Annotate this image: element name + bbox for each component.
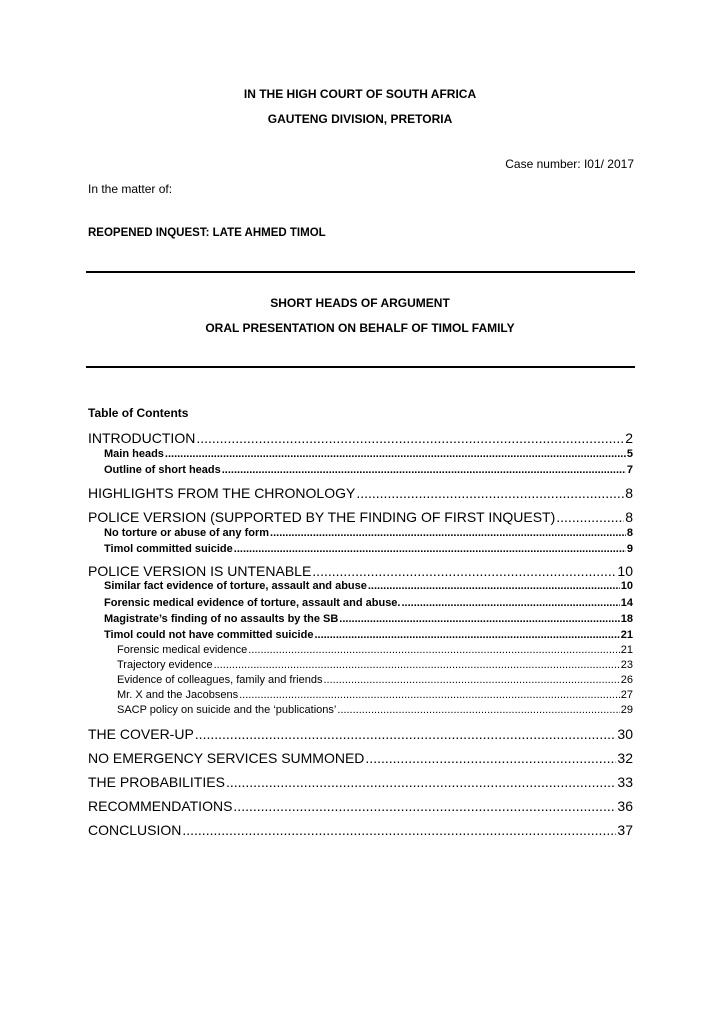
toc-leader <box>339 613 619 625</box>
toc-entry-page: 21 <box>620 629 633 641</box>
toc-leader <box>270 527 626 539</box>
toc-entry-page: 10 <box>620 580 633 592</box>
toc-entry-page: 32 <box>617 750 633 766</box>
toc-entry-title: NO EMERGENCY SERVICES SUMMONED <box>88 750 365 766</box>
toc-entry-page: 2 <box>625 430 633 446</box>
toc-leader <box>401 597 619 609</box>
toc-leader <box>356 485 624 501</box>
toc-entry-page: 8 <box>625 509 633 525</box>
toc-entry-page: 8 <box>625 485 633 501</box>
toc-entry-title: INTRODUCTION <box>88 430 196 446</box>
toc-entry-page: 21 <box>620 644 633 656</box>
toc-entry-title: Magistrate’s finding of no assaults by the SB <box>104 613 339 625</box>
toc-leader <box>314 629 619 641</box>
toc-entry-title: POLICE VERSION (SUPPORTED BY THE FINDING OF FIRST INQUEST) <box>88 509 556 525</box>
toc-entry[interactable] <box>117 689 633 701</box>
toc-entry-page: 27 <box>620 689 633 701</box>
toc-entry[interactable] <box>104 448 633 460</box>
toc-leader <box>195 726 617 742</box>
toc-leader <box>234 543 626 555</box>
toc-entry-page: 36 <box>617 798 633 814</box>
document-title: SHORT HEADS OF ARGUMENT <box>270 296 450 310</box>
court-name: IN THE HIGH COURT OF SOUTH AFRICA <box>243 87 477 101</box>
toc-entry[interactable] <box>88 430 633 446</box>
case-number: Case number: I01/ 2017 <box>505 157 634 171</box>
toc-entry-page: 30 <box>617 726 633 742</box>
toc-entry[interactable] <box>117 704 633 716</box>
toc-entry[interactable] <box>104 613 633 625</box>
toc-entry-page: 7 <box>626 464 633 476</box>
toc-entry-title: Outline of short heads <box>104 464 221 476</box>
toc-leader <box>368 580 620 592</box>
toc-heading: Table of Contents <box>88 406 189 420</box>
toc-entry-page: 29 <box>620 704 633 716</box>
toc-leader <box>233 798 616 814</box>
matter-label: In the matter of: <box>88 182 173 196</box>
toc-leader <box>323 674 619 686</box>
toc-leader <box>165 448 626 460</box>
toc-entry[interactable] <box>104 543 633 555</box>
toc-entry[interactable] <box>88 509 633 525</box>
toc-leader <box>182 822 616 838</box>
toc-entry-title: Similar fact evidence of torture, assault and abuse <box>104 580 367 592</box>
toc-entry-title: Forensic medical evidence of torture, assault and abuse. <box>104 597 401 609</box>
toc-leader <box>365 750 616 766</box>
toc-leader <box>556 509 624 525</box>
toc-leader <box>337 704 619 716</box>
toc-entry-title: THE PROBABILITIES <box>88 774 225 790</box>
toc-entry-title: POLICE VERSION IS UNTENABLE <box>88 563 312 579</box>
court-division: GAUTENG DIVISION, PRETORIA <box>267 112 453 126</box>
toc-entry[interactable] <box>117 659 633 671</box>
toc-entry[interactable] <box>104 629 633 641</box>
toc-entry-title: Main heads <box>104 448 164 460</box>
toc-entry-title: THE COVER-UP <box>88 726 194 742</box>
toc-entry[interactable] <box>104 580 633 592</box>
toc-entry-page: 33 <box>617 774 633 790</box>
toc-entry[interactable] <box>117 674 633 686</box>
toc-entry-title: SACP policy on suicide and the ‘publications’ <box>117 704 337 716</box>
toc-entry[interactable] <box>104 464 633 476</box>
toc-entry[interactable] <box>88 726 633 742</box>
toc-leader <box>196 430 624 446</box>
toc-leader <box>222 464 626 476</box>
document-subtitle: ORAL PRESENTATION ON BEHALF OF TIMOL FAMILY <box>205 321 515 335</box>
toc-entry-page: 14 <box>620 597 633 609</box>
divider-bottom <box>86 366 635 368</box>
toc-entry-title: Forensic medical evidence <box>117 644 248 656</box>
inquest-title: REOPENED INQUEST: LATE AHMED TIMOL <box>88 227 326 239</box>
toc-leader <box>226 774 616 790</box>
toc-entry-title: HIGHLIGHTS FROM THE CHRONOLOGY <box>88 485 356 501</box>
toc-entry[interactable] <box>88 485 633 501</box>
toc-entry[interactable] <box>88 822 633 838</box>
toc-leader <box>312 563 616 579</box>
toc-entry-title: No torture or abuse of any form <box>104 527 270 539</box>
toc-entry[interactable] <box>88 750 633 766</box>
toc-leader <box>214 659 620 671</box>
divider-top <box>86 271 635 273</box>
toc-entry[interactable] <box>88 798 633 814</box>
toc-entry[interactable] <box>88 774 633 790</box>
toc-entry-page: 8 <box>626 527 633 539</box>
toc-entry-page: 10 <box>617 563 633 579</box>
toc-entry[interactable] <box>117 644 633 656</box>
toc-entry-page: 23 <box>620 659 633 671</box>
toc-entry[interactable] <box>104 597 633 609</box>
toc-entry-title: Trajectory evidence <box>117 659 213 671</box>
toc-entry-title: RECOMMENDATIONS <box>88 798 233 814</box>
toc-entry-page: 9 <box>626 543 633 555</box>
toc-entry[interactable] <box>88 563 633 579</box>
toc-leader <box>248 644 620 656</box>
toc-entry-page: 26 <box>620 674 633 686</box>
toc-entry-page: 5 <box>626 448 633 460</box>
toc-entry-title: Mr. X and the Jacobsens <box>117 689 239 701</box>
toc-entry-page: 37 <box>617 822 633 838</box>
toc-entry-title: Evidence of colleagues, family and friends <box>117 674 323 686</box>
toc-leader <box>239 689 620 701</box>
toc-entry-title: Timol committed suicide <box>104 543 233 555</box>
toc-entry-page: 18 <box>620 613 633 625</box>
toc-entry[interactable] <box>104 527 633 539</box>
toc-entry-title: CONCLUSION <box>88 822 182 838</box>
toc-entry-title: Timol could not have committed suicide <box>104 629 314 641</box>
